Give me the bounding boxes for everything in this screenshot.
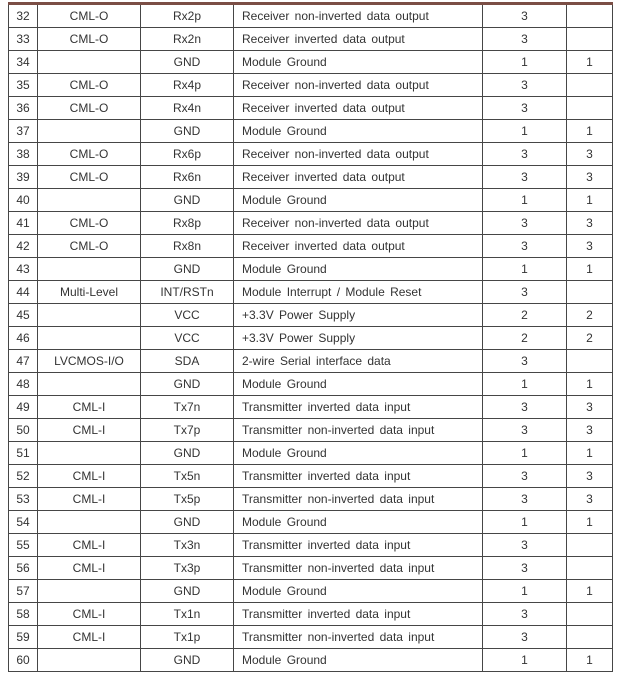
note-cell: 3 <box>567 235 613 258</box>
logic-type-cell: CML-I <box>38 534 141 557</box>
note-cell: 3 <box>567 212 613 235</box>
logic-type-cell: CML-O <box>38 28 141 51</box>
table-row <box>9 97 613 120</box>
table-row <box>9 28 613 51</box>
plug-sequence-cell: 3 <box>483 350 567 373</box>
note-cell: 3 <box>567 166 613 189</box>
pin-cell: 49 <box>9 396 38 419</box>
logic-type-cell <box>38 649 141 672</box>
symbol-cell: Tx7p <box>141 419 234 442</box>
plug-sequence-cell: 2 <box>483 304 567 327</box>
pin-cell: 59 <box>9 626 38 649</box>
symbol-cell: Rx2p <box>141 4 234 28</box>
description-cell: Receiver inverted data output <box>234 235 483 258</box>
symbol-cell: Tx3n <box>141 534 234 557</box>
description-cell: Module Ground <box>234 511 483 534</box>
description-cell: Receiver non-inverted data output <box>234 74 483 97</box>
symbol-cell: GND <box>141 120 234 143</box>
symbol-cell: Tx5p <box>141 488 234 511</box>
table-row <box>9 350 613 373</box>
symbol-cell: Tx3p <box>141 557 234 580</box>
note-cell: 1 <box>567 51 613 74</box>
logic-type-cell: CML-I <box>38 488 141 511</box>
plug-sequence-cell: 3 <box>483 396 567 419</box>
symbol-cell: Rx6p <box>141 143 234 166</box>
logic-type-cell <box>38 327 141 350</box>
note-cell <box>567 4 613 28</box>
symbol-cell: GND <box>141 189 234 212</box>
symbol-cell: GND <box>141 511 234 534</box>
table-row <box>9 488 613 511</box>
description-cell: Transmitter non-inverted data input <box>234 626 483 649</box>
table-row <box>9 4 613 28</box>
table-row <box>9 212 613 235</box>
pin-cell: 36 <box>9 97 38 120</box>
plug-sequence-cell: 1 <box>483 258 567 281</box>
plug-sequence-cell: 3 <box>483 557 567 580</box>
symbol-cell: VCC <box>141 327 234 350</box>
pin-cell: 32 <box>9 4 38 28</box>
note-cell: 1 <box>567 442 613 465</box>
symbol-cell: VCC <box>141 304 234 327</box>
description-cell: Module Ground <box>234 120 483 143</box>
logic-type-cell: Multi-Level <box>38 281 141 304</box>
plug-sequence-cell: 3 <box>483 74 567 97</box>
plug-sequence-cell: 3 <box>483 212 567 235</box>
description-cell: Module Ground <box>234 258 483 281</box>
plug-sequence-cell: 3 <box>483 534 567 557</box>
pin-cell: 54 <box>9 511 38 534</box>
symbol-cell: Rx8n <box>141 235 234 258</box>
logic-type-cell <box>38 373 141 396</box>
description-cell: Module Ground <box>234 442 483 465</box>
pin-cell: 53 <box>9 488 38 511</box>
symbol-cell: INT/RSTn <box>141 281 234 304</box>
table-row <box>9 511 613 534</box>
description-cell: Receiver non-inverted data output <box>234 4 483 28</box>
pin-description-table <box>8 2 613 672</box>
description-cell: Transmitter inverted data input <box>234 465 483 488</box>
note-cell: 1 <box>567 189 613 212</box>
pin-cell: 60 <box>9 649 38 672</box>
pin-cell: 39 <box>9 166 38 189</box>
description-cell: 2-wire Serial interface data <box>234 350 483 373</box>
note-cell: 1 <box>567 258 613 281</box>
plug-sequence-cell: 3 <box>483 419 567 442</box>
logic-type-cell <box>38 189 141 212</box>
note-cell: 1 <box>567 649 613 672</box>
description-cell: Receiver inverted data output <box>234 97 483 120</box>
description-cell: Transmitter non-inverted data input <box>234 419 483 442</box>
plug-sequence-cell: 3 <box>483 465 567 488</box>
table-row <box>9 327 613 350</box>
description-cell: Transmitter non-inverted data input <box>234 488 483 511</box>
plug-sequence-cell: 3 <box>483 626 567 649</box>
table-row <box>9 649 613 672</box>
logic-type-cell <box>38 580 141 603</box>
plug-sequence-cell: 1 <box>483 51 567 74</box>
table-row <box>9 120 613 143</box>
logic-type-cell <box>38 304 141 327</box>
table-row <box>9 534 613 557</box>
description-cell: Module Ground <box>234 189 483 212</box>
plug-sequence-cell: 3 <box>483 97 567 120</box>
note-cell <box>567 350 613 373</box>
symbol-cell: Rx2n <box>141 28 234 51</box>
logic-type-cell: CML-O <box>38 4 141 28</box>
table-row <box>9 143 613 166</box>
logic-type-cell: CML-O <box>38 212 141 235</box>
plug-sequence-cell: 1 <box>483 580 567 603</box>
plug-sequence-cell: 1 <box>483 373 567 396</box>
table-row <box>9 626 613 649</box>
note-cell <box>567 603 613 626</box>
logic-type-cell: CML-I <box>38 603 141 626</box>
note-cell: 1 <box>567 373 613 396</box>
table-row <box>9 281 613 304</box>
plug-sequence-cell: 1 <box>483 511 567 534</box>
plug-sequence-cell: 3 <box>483 281 567 304</box>
note-cell: 2 <box>567 304 613 327</box>
table-row <box>9 189 613 212</box>
pin-cell: 33 <box>9 28 38 51</box>
table-row <box>9 373 613 396</box>
table-row <box>9 74 613 97</box>
description-cell: Transmitter inverted data input <box>234 603 483 626</box>
logic-type-cell <box>38 511 141 534</box>
note-cell: 3 <box>567 396 613 419</box>
description-cell: +3.3V Power Supply <box>234 304 483 327</box>
note-cell: 3 <box>567 488 613 511</box>
symbol-cell: GND <box>141 373 234 396</box>
table-row <box>9 51 613 74</box>
description-cell: Transmitter non-inverted data input <box>234 557 483 580</box>
symbol-cell: Tx5n <box>141 465 234 488</box>
logic-type-cell <box>38 51 141 74</box>
plug-sequence-cell: 1 <box>483 120 567 143</box>
symbol-cell: GND <box>141 649 234 672</box>
logic-type-cell: CML-O <box>38 97 141 120</box>
logic-type-cell: CML-O <box>38 166 141 189</box>
table-row <box>9 465 613 488</box>
description-cell: Module Ground <box>234 649 483 672</box>
logic-type-cell: CML-I <box>38 419 141 442</box>
note-cell: 3 <box>567 419 613 442</box>
note-cell: 1 <box>567 511 613 534</box>
note-cell: 1 <box>567 580 613 603</box>
table-row <box>9 603 613 626</box>
pin-cell: 47 <box>9 350 38 373</box>
description-cell: +3.3V Power Supply <box>234 327 483 350</box>
note-cell <box>567 281 613 304</box>
pin-cell: 35 <box>9 74 38 97</box>
pin-cell: 48 <box>9 373 38 396</box>
note-cell <box>567 97 613 120</box>
symbol-cell: Rx8p <box>141 212 234 235</box>
note-cell: 1 <box>567 120 613 143</box>
pin-cell: 46 <box>9 327 38 350</box>
pin-cell: 50 <box>9 419 38 442</box>
symbol-cell: Rx4p <box>141 74 234 97</box>
description-cell: Receiver non-inverted data output <box>234 212 483 235</box>
pin-cell: 44 <box>9 281 38 304</box>
pin-cell: 37 <box>9 120 38 143</box>
plug-sequence-cell: 3 <box>483 235 567 258</box>
logic-type-cell: LVCMOS-I/O <box>38 350 141 373</box>
pin-cell: 34 <box>9 51 38 74</box>
note-cell <box>567 557 613 580</box>
plug-sequence-cell: 3 <box>483 488 567 511</box>
symbol-cell: Tx1p <box>141 626 234 649</box>
logic-type-cell: CML-I <box>38 465 141 488</box>
note-cell: 2 <box>567 327 613 350</box>
table-row <box>9 442 613 465</box>
plug-sequence-cell: 3 <box>483 166 567 189</box>
symbol-cell: GND <box>141 51 234 74</box>
pin-cell: 43 <box>9 258 38 281</box>
symbol-cell: Rx6n <box>141 166 234 189</box>
plug-sequence-cell: 2 <box>483 327 567 350</box>
table-row <box>9 419 613 442</box>
symbol-cell: GND <box>141 258 234 281</box>
note-cell <box>567 28 613 51</box>
pin-cell: 42 <box>9 235 38 258</box>
logic-type-cell: CML-O <box>38 74 141 97</box>
note-cell <box>567 626 613 649</box>
plug-sequence-cell: 3 <box>483 603 567 626</box>
description-cell: Transmitter inverted data input <box>234 396 483 419</box>
plug-sequence-cell: 1 <box>483 442 567 465</box>
note-cell: 3 <box>567 465 613 488</box>
pin-cell: 38 <box>9 143 38 166</box>
description-cell: Module Interrupt / Module Reset <box>234 281 483 304</box>
logic-type-cell: CML-I <box>38 396 141 419</box>
table-row <box>9 235 613 258</box>
table-row <box>9 557 613 580</box>
description-cell: Receiver inverted data output <box>234 28 483 51</box>
symbol-cell: Rx4n <box>141 97 234 120</box>
description-cell: Module Ground <box>234 373 483 396</box>
description-cell: Receiver non-inverted data output <box>234 143 483 166</box>
pin-cell: 58 <box>9 603 38 626</box>
logic-type-cell <box>38 442 141 465</box>
note-cell <box>567 74 613 97</box>
plug-sequence-cell: 1 <box>483 649 567 672</box>
description-cell: Module Ground <box>234 51 483 74</box>
table-row <box>9 580 613 603</box>
plug-sequence-cell: 3 <box>483 28 567 51</box>
description-cell: Module Ground <box>234 580 483 603</box>
table-body <box>9 4 613 672</box>
symbol-cell: Tx1n <box>141 603 234 626</box>
plug-sequence-cell: 3 <box>483 143 567 166</box>
logic-type-cell <box>38 258 141 281</box>
pin-cell: 45 <box>9 304 38 327</box>
table-row <box>9 166 613 189</box>
note-cell: 3 <box>567 143 613 166</box>
table-row <box>9 304 613 327</box>
pin-cell: 40 <box>9 189 38 212</box>
pin-cell: 41 <box>9 212 38 235</box>
symbol-cell: GND <box>141 442 234 465</box>
description-cell: Transmitter inverted data input <box>234 534 483 557</box>
plug-sequence-cell: 3 <box>483 4 567 28</box>
note-cell <box>567 534 613 557</box>
symbol-cell: GND <box>141 580 234 603</box>
logic-type-cell: CML-O <box>38 143 141 166</box>
plug-sequence-cell: 1 <box>483 189 567 212</box>
description-cell: Receiver inverted data output <box>234 166 483 189</box>
logic-type-cell: CML-I <box>38 626 141 649</box>
pin-cell: 51 <box>9 442 38 465</box>
logic-type-cell: CML-I <box>38 557 141 580</box>
pin-cell: 56 <box>9 557 38 580</box>
logic-type-cell <box>38 120 141 143</box>
pin-cell: 55 <box>9 534 38 557</box>
logic-type-cell: CML-O <box>38 235 141 258</box>
symbol-cell: Tx7n <box>141 396 234 419</box>
pin-cell: 52 <box>9 465 38 488</box>
pin-cell: 57 <box>9 580 38 603</box>
table-row <box>9 258 613 281</box>
table-row <box>9 396 613 419</box>
symbol-cell: SDA <box>141 350 234 373</box>
